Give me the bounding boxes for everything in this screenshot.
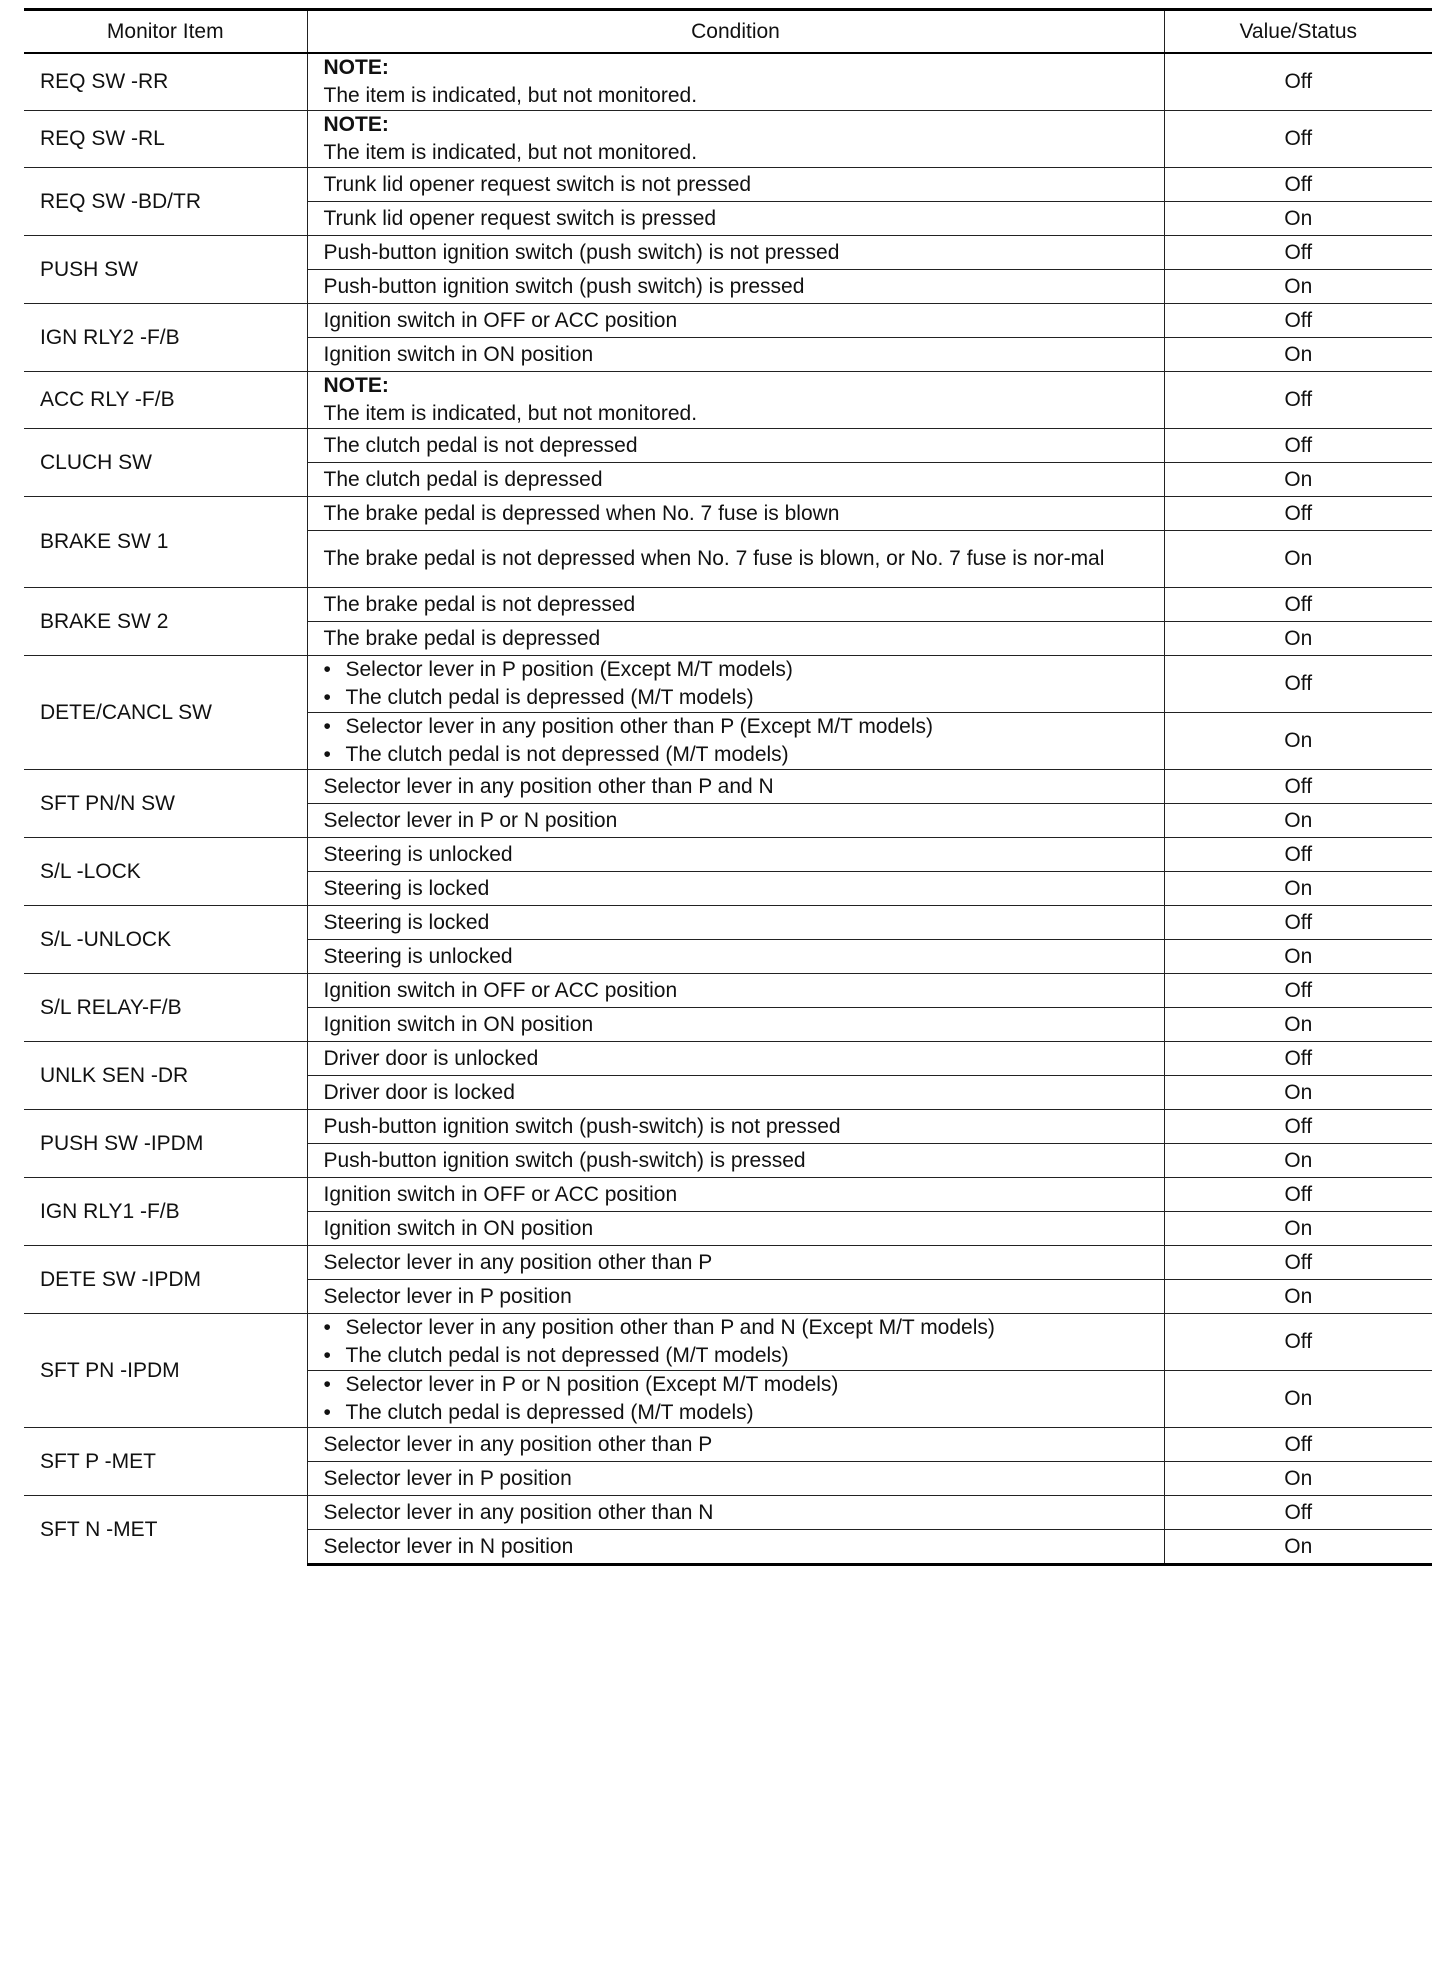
note-label: NOTE:: [323, 56, 389, 79]
value-status-cell: On: [1164, 804, 1432, 838]
table-row: [24, 497, 1432, 531]
header-value-status: Value/Status: [1164, 10, 1432, 54]
condition-cell: [307, 906, 1164, 940]
condition-cell: [307, 872, 1164, 906]
monitor-item-cell: S/L -LOCK: [24, 838, 307, 906]
condition-text: Steering is locked: [323, 910, 490, 934]
condition-cell: [307, 168, 1164, 202]
condition-text: Driver door is unlocked: [323, 1046, 539, 1070]
condition-cell: [307, 1212, 1164, 1246]
table-row: [24, 838, 1432, 872]
condition-text: Ignition switch in ON position: [323, 342, 594, 366]
condition-cell: [307, 1110, 1164, 1144]
value-status-cell: Off: [1164, 168, 1432, 202]
condition-cell: [307, 770, 1164, 804]
condition-cell: [307, 1246, 1164, 1280]
condition-bullet: • The clutch pedal is not depressed (M/T models): [324, 1342, 1156, 1370]
condition-text: Ignition switch in OFF or ACC position: [323, 1182, 678, 1206]
value-status-cell: Off: [1164, 372, 1432, 429]
condition-bullet: • The clutch pedal is depressed (M/T models): [324, 1399, 1156, 1427]
header-monitor-item: Monitor Item: [24, 10, 307, 54]
condition-text: The brake pedal is depressed: [323, 626, 601, 650]
condition-text: The brake pedal is depressed when No. 7 fuse is blown: [323, 501, 840, 525]
condition-bullet: • The clutch pedal is not depressed (M/T models): [324, 741, 1156, 769]
header-row: [24, 10, 1432, 54]
value-status-cell: Off: [1164, 1246, 1432, 1280]
value-status-cell: On: [1164, 1371, 1432, 1428]
value-status-cell: On: [1164, 202, 1432, 236]
monitor-table: [24, 8, 1432, 1566]
value-status-cell: On: [1164, 1008, 1432, 1042]
condition-text: Selector lever in any position other than N: [323, 1500, 714, 1524]
value-status-cell: Off: [1164, 1314, 1432, 1371]
condition-cell: [307, 1042, 1164, 1076]
condition-text: Selector lever in any position other than P and N: [323, 774, 774, 798]
value-status-cell: Off: [1164, 656, 1432, 713]
condition-text: Ignition switch in OFF or ACC position: [323, 308, 678, 332]
table-row: [24, 656, 1432, 713]
value-status-cell: On: [1164, 1076, 1432, 1110]
table-row: [24, 168, 1432, 202]
table-row: [24, 1314, 1432, 1371]
monitor-item-cell: PUSH SW -IPDM: [24, 1110, 307, 1178]
monitor-item-cell: SFT P -MET: [24, 1428, 307, 1496]
condition-text: The item is indicated, but not monitored.: [323, 141, 698, 164]
condition-cell: [307, 713, 1164, 770]
condition-cell: [307, 1314, 1164, 1371]
value-status-cell: Off: [1164, 111, 1432, 168]
condition-text: The clutch pedal is not depressed: [323, 433, 638, 457]
monitor-item-cell: S/L -UNLOCK: [24, 906, 307, 974]
condition-cell: [307, 974, 1164, 1008]
condition-cell: [307, 804, 1164, 838]
condition-text: Ignition switch in ON position: [323, 1012, 594, 1036]
condition-cell: [307, 1462, 1164, 1496]
condition-text: The brake pedal is not depressed when No. 7 fuse is blown, or No. 7 fuse is nor-mal: [323, 547, 1105, 570]
value-status-cell: Off: [1164, 1496, 1432, 1530]
table-row: [24, 236, 1432, 270]
condition-cell: [307, 111, 1164, 168]
condition-text: Trunk lid opener request switch is not pressed: [323, 172, 752, 196]
value-status-cell: On: [1164, 1280, 1432, 1314]
value-status-cell: On: [1164, 463, 1432, 497]
condition-text: Push-button ignition switch (push-switch) is pressed: [323, 1148, 806, 1172]
condition-text: Selector lever in P or N position: [323, 808, 618, 832]
condition-text: Driver door is locked: [323, 1080, 515, 1104]
monitor-item-cell: SFT N -MET: [24, 1496, 307, 1565]
note-label: NOTE:: [323, 113, 389, 136]
condition-text: Selector lever in P position: [323, 1284, 572, 1308]
monitor-item-cell: CLUCH SW: [24, 429, 307, 497]
condition-cell: [307, 1008, 1164, 1042]
condition-cell: [307, 838, 1164, 872]
monitor-item-cell: SFT PN/N SW: [24, 770, 307, 838]
monitor-item-cell: REQ SW -RL: [24, 111, 307, 168]
value-status-cell: On: [1164, 1212, 1432, 1246]
monitor-item-cell: DETE/CANCL SW: [24, 656, 307, 770]
condition-text: Selector lever in any position other than P: [323, 1250, 713, 1274]
condition-cell: [307, 1144, 1164, 1178]
condition-cell: [307, 202, 1164, 236]
monitor-item-cell: IGN RLY1 -F/B: [24, 1178, 307, 1246]
table-row: [24, 974, 1432, 1008]
monitor-item-cell: UNLK SEN -DR: [24, 1042, 307, 1110]
condition-text: Steering is locked: [323, 876, 490, 900]
monitor-item-cell: REQ SW -RR: [24, 53, 307, 111]
value-status-cell: On: [1164, 1530, 1432, 1565]
value-status-cell: Off: [1164, 236, 1432, 270]
condition-cell: [307, 338, 1164, 372]
monitor-item-cell: S/L RELAY-F/B: [24, 974, 307, 1042]
condition-cell: [307, 531, 1164, 588]
condition-cell: [307, 588, 1164, 622]
value-status-cell: Off: [1164, 429, 1432, 463]
condition-cell: [307, 372, 1164, 429]
condition-cell: [307, 270, 1164, 304]
condition-cell: [307, 497, 1164, 531]
condition-cell: [307, 304, 1164, 338]
value-status-cell: Off: [1164, 1428, 1432, 1462]
condition-cell: [307, 1076, 1164, 1110]
condition-bullet: • The clutch pedal is depressed (M/T models): [324, 684, 1156, 712]
monitor-item-cell: ACC RLY -F/B: [24, 372, 307, 429]
condition-text: Steering is unlocked: [323, 842, 513, 866]
table-row: [24, 304, 1432, 338]
value-status-cell: On: [1164, 338, 1432, 372]
condition-text: Push-button ignition switch (push switch) is not pressed: [323, 240, 840, 264]
monitor-item-cell: BRAKE SW 1: [24, 497, 307, 588]
monitor-item-cell: BRAKE SW 2: [24, 588, 307, 656]
condition-cell: [307, 1428, 1164, 1462]
condition-cell: [307, 622, 1164, 656]
value-status-cell: On: [1164, 872, 1432, 906]
condition-bullet: • Selector lever in any position other than P (Except M/T models): [324, 713, 1156, 741]
value-status-cell: On: [1164, 531, 1432, 588]
table-row: [24, 372, 1432, 429]
table-row: [24, 588, 1432, 622]
table-row: [24, 429, 1432, 463]
value-status-cell: Off: [1164, 1042, 1432, 1076]
value-status-cell: Off: [1164, 53, 1432, 111]
value-status-cell: Off: [1164, 1178, 1432, 1212]
value-status-cell: Off: [1164, 1110, 1432, 1144]
table-row: [24, 1428, 1432, 1462]
condition-cell: [307, 1530, 1164, 1565]
monitor-item-cell: PUSH SW: [24, 236, 307, 304]
value-status-cell: On: [1164, 713, 1432, 770]
condition-text: Steering is unlocked: [323, 944, 513, 968]
table-row: [24, 1110, 1432, 1144]
value-status-cell: On: [1164, 1462, 1432, 1496]
value-status-cell: Off: [1164, 838, 1432, 872]
table-row: [24, 1496, 1432, 1530]
value-status-cell: Off: [1164, 906, 1432, 940]
condition-text: Ignition switch in OFF or ACC position: [323, 978, 678, 1002]
table-row: [24, 53, 1432, 111]
condition-text: Trunk lid opener request switch is pressed: [323, 206, 717, 230]
condition-bullet: • Selector lever in any position other than P and N (Except M/T models): [324, 1314, 1156, 1342]
value-status-cell: On: [1164, 270, 1432, 304]
value-status-cell: On: [1164, 622, 1432, 656]
table-row: [24, 1042, 1432, 1076]
condition-cell: [307, 656, 1164, 713]
table-row: [24, 906, 1432, 940]
condition-text: Ignition switch in ON position: [323, 1216, 594, 1240]
monitor-item-cell: IGN RLY2 -F/B: [24, 304, 307, 372]
table-body: [24, 53, 1432, 1565]
condition-cell: [307, 429, 1164, 463]
value-status-cell: On: [1164, 1144, 1432, 1178]
condition-cell: [307, 1371, 1164, 1428]
condition-cell: [307, 463, 1164, 497]
condition-cell: [307, 53, 1164, 111]
condition-text: Selector lever in any position other than P: [323, 1432, 713, 1456]
monitor-item-cell: DETE SW -IPDM: [24, 1246, 307, 1314]
header-condition: Condition: [307, 10, 1164, 54]
note-label: NOTE:: [323, 374, 389, 397]
condition-text: Push-button ignition switch (push switch) is pressed: [323, 274, 805, 298]
condition-cell: [307, 1280, 1164, 1314]
value-status-cell: Off: [1164, 770, 1432, 804]
condition-cell: [307, 1178, 1164, 1212]
value-status-cell: Off: [1164, 588, 1432, 622]
table-row: [24, 770, 1432, 804]
table-row: [24, 111, 1432, 168]
value-status-cell: Off: [1164, 497, 1432, 531]
condition-text: Selector lever in N position: [323, 1534, 574, 1558]
condition-cell: [307, 1496, 1164, 1530]
condition-text: The clutch pedal is depressed: [323, 467, 603, 491]
monitor-item-cell: REQ SW -BD/TR: [24, 168, 307, 236]
value-status-cell: On: [1164, 940, 1432, 974]
condition-text: Push-button ignition switch (push-switch) is not pressed: [323, 1114, 841, 1138]
condition-text: The item is indicated, but not monitored.: [323, 84, 698, 107]
condition-text: The item is indicated, but not monitored.: [323, 402, 698, 425]
condition-text: The brake pedal is not depressed: [323, 592, 636, 616]
condition-bullet: • Selector lever in P position (Except M/T models): [324, 656, 1156, 684]
condition-cell: [307, 236, 1164, 270]
value-status-cell: Off: [1164, 974, 1432, 1008]
condition-cell: [307, 940, 1164, 974]
monitor-item-cell: SFT PN -IPDM: [24, 1314, 307, 1428]
condition-text: Selector lever in P position: [323, 1466, 572, 1490]
table-row: [24, 1178, 1432, 1212]
table-row: [24, 1246, 1432, 1280]
condition-bullet: • Selector lever in P or N position (Except M/T models): [324, 1371, 1156, 1399]
value-status-cell: Off: [1164, 304, 1432, 338]
